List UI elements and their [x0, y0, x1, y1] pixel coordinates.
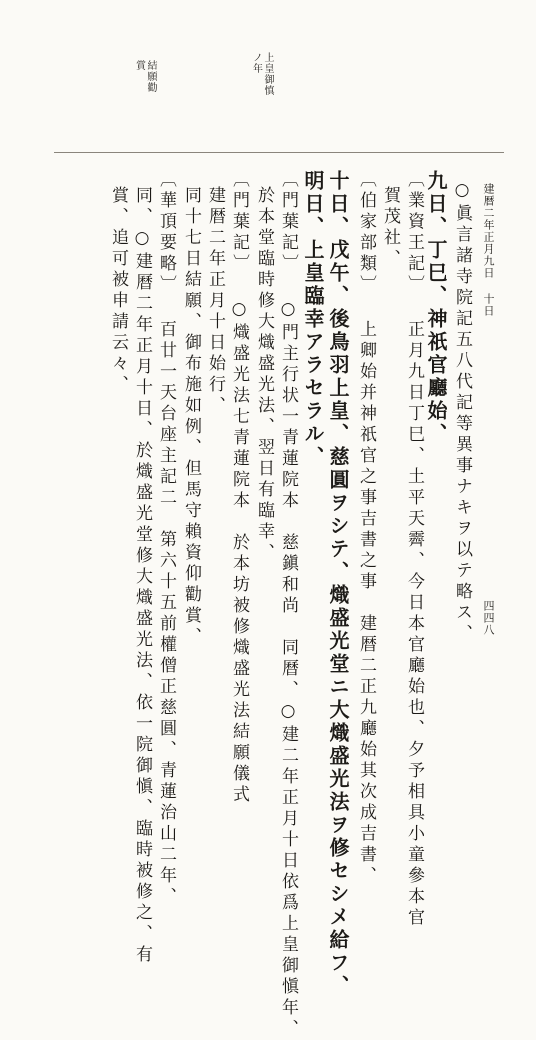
- text-column-6: 十日、戊午、後鳥羽上皇、慈圓ヲシテ、熾盛光堂ニ大熾盛光法ヲ修セシメ給フ、: [326, 170, 350, 998]
- text-column-11: 建暦二年正月十日始行、: [205, 186, 225, 417]
- text-column-13: 〔華頂要略〕 百廿一天台座主記二 第六十五前權僧正慈圓、青蓮治山二年、: [156, 170, 176, 908]
- text-column-2: 九日、丁巳、神祇官廳始、: [424, 170, 448, 446]
- header-rule: [54, 152, 504, 153]
- text-column-3: 〔業資王記〕 正月九日丁巳、土平天霽、今日本官廳始也、夕予相具小童參本官: [404, 170, 424, 929]
- running-title: 建暦二年正月九日 十日: [482, 183, 495, 317]
- text-column-10: 〔門葉記〕 ○熾盛光法七青蓮院本 於本坊被修熾盛光法結願儀式: [229, 170, 249, 806]
- margin-note-gosho-tsutsushimi: 上皇御慎ノ年: [250, 52, 273, 96]
- text-column-14: 同、○建曆二年正月十日、於熾盛光堂修大熾盛光法、依一院御愼、臨時被修之、有: [132, 186, 152, 966]
- text-column-1: ○眞言諸寺院記五八代記等異事ナキヲ以テ略ス、: [452, 180, 472, 645]
- text-column-12: 同十七日結願、御布施如例、但馬守賴資仰勸賞、: [181, 186, 201, 648]
- text-column-15: 賞、追可被申請云々、: [108, 186, 128, 396]
- page-number: 四四八: [482, 600, 495, 636]
- text-column-7: 明日、上皇臨幸アラセラル、: [301, 170, 325, 469]
- text-column-5: 〔伯家部類〕 上卿始并神祇官之事吉書之事 建暦二正九廳始其次成吉書、: [356, 170, 376, 887]
- text-column-9: 於本堂臨時修大熾盛光法、翌日有臨幸、: [254, 186, 274, 564]
- text-column-4: 賀茂社、: [380, 186, 400, 270]
- margin-note-kechigan-kenjo: 結願勸賞: [133, 60, 156, 93]
- text-column-8: 〔門葉記〕 ○門主行状一青蓮院本 慈鎭和尚 同曆、○建二年正月十日依爲上皇御愼年、: [278, 170, 298, 1040]
